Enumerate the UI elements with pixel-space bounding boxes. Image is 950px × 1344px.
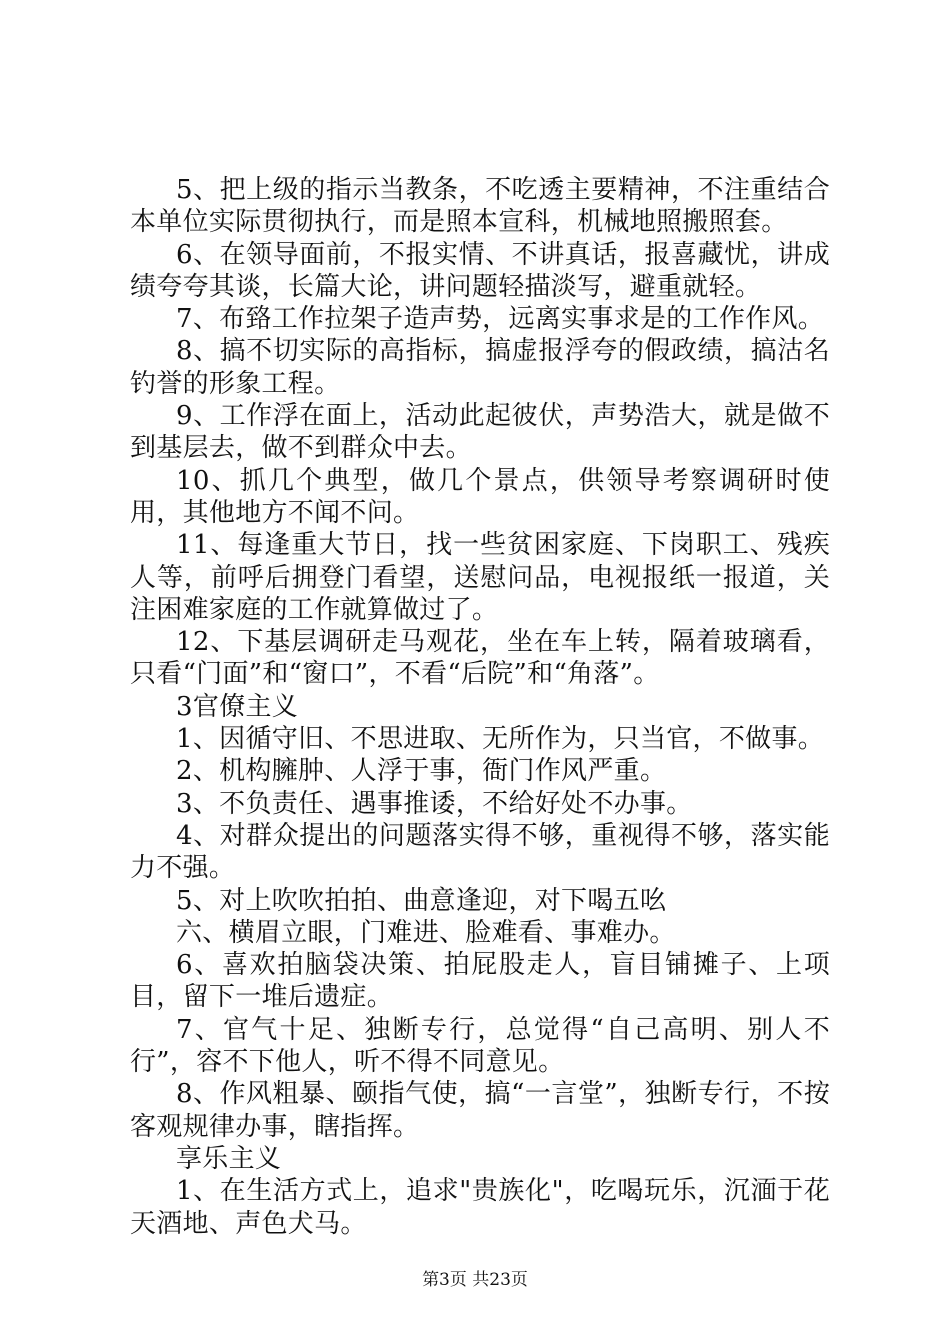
paragraph: 11、每逢重大节日，找一些贫困家庭、下岗职工、残疾人等，前呼后拥登门看望，送慰问品，电视报纸一报道，关注困难家庭的工作就算做过了。 — [130, 530, 830, 625]
paragraph: 10、抓几个典型，做几个景点，供领导考察调研时使用，其他地方不闻不问。 — [130, 465, 830, 528]
section-heading: 3官僚主义 — [176, 691, 299, 722]
document-body — [130, 174, 830, 1240]
page-number-footer: 第3页 共23页 — [422, 1270, 528, 1290]
paragraph: 12、下基层调研走马观花，坐在车上转，隔着玻璃看，只看“门面”和“窗口”，不看“后院”和“角落”。 — [130, 627, 830, 690]
paragraph: 6、喜欢拍脑袋决策、拍屁股走人，盲目铺摊子、上项目，留下一堆后遗症。 — [130, 950, 830, 1013]
paragraph: 3、不负责任、遇事推诿，不给好处不办事。 — [176, 788, 693, 819]
paragraph: 7、官气十足、独断专行，总觉得“自己高明、别人不行”，容不下他人，听不得不同意见。 — [130, 1014, 830, 1078]
paragraph: 8、搞不切实际的高指标，搞虚报浮夸的假政绩，搞沽名钓誉的形象工程。 — [130, 336, 830, 399]
paragraph: 六、横眉立眼，门难进、脸难看、事难办。 — [176, 917, 676, 948]
paragraph: 9、工作浮在面上，活动此起彼伏，声势浩大，就是做不到基层去，做不到群众中去。 — [130, 401, 830, 464]
paragraph: 2、机构臃肿、人浮于事，衙门作风严重。 — [176, 756, 667, 787]
paragraph: 8、作风粗暴、颐指气使，搞“一言堂”，独断专行，不按客观规律办事，瞎指挥。 — [130, 1079, 830, 1142]
paragraph: 6、在领导面前，不报实情、不讲真话，报喜藏忧，讲成绩夸夸其谈，长篇大论，讲问题轻描淡写，避重就轻。 — [130, 239, 830, 302]
paragraph: 4、对群众提出的问题落实得不够，重视得不够，落实能力不强。 — [130, 820, 830, 884]
paragraph: 7、布臵工作拉架子造声势，远离实事求是的工作作风。 — [176, 304, 825, 335]
paragraph: 5、对上吹吹拍拍、曲意逢迎，对下喝五吆 — [176, 885, 667, 916]
paragraph: 1、在生活方式上，追求"贵族化"，吃喝玩乐，沉湎于花天酒地、声色犬马。 — [130, 1176, 830, 1239]
paragraph: 1、因循守旧、不思进取、无所作为，只当官，不做事。 — [176, 724, 825, 755]
paragraph: 5、把上级的指示当教条，不吃透主要精神，不注重结合本单位实际贯彻执行，而是照本宣科，机械地照搬照套。 — [130, 175, 830, 238]
section-heading: 享乐主义 — [176, 1143, 282, 1174]
